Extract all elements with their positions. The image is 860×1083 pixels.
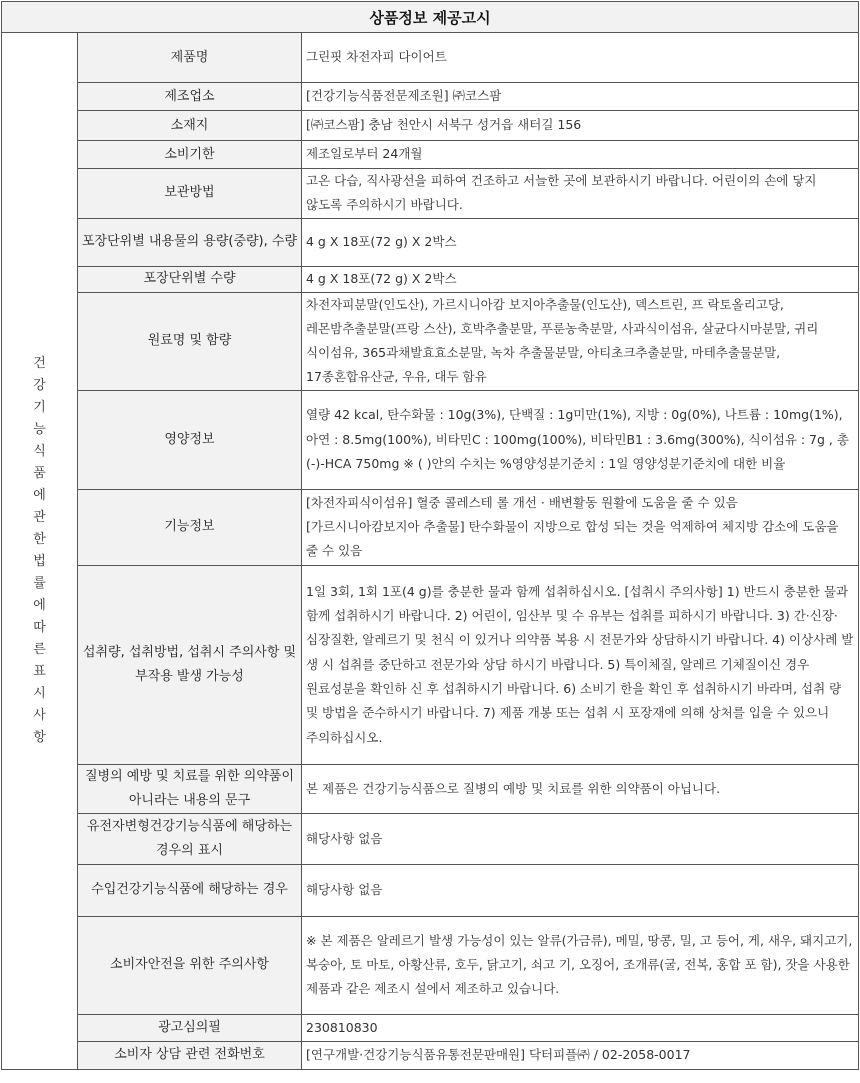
row-value-imported: 해당사항 없음 [302,864,859,916]
side-label-char: 식 [33,443,46,459]
side-label-char: 한 [33,531,46,547]
row-value-function: [차전자피식이섬유] 혈중 콜레스테 롤 개선 · 배변활동 원활에 도움을 줄 수 있음 [가르시니아캄보지아 추출물] 탄수화물이 지방으로 합성 되는 것을 억제하여 체지방 감소에 도움을 줄 수 있음 [302,489,859,565]
row-label-consumer-safety: 소비자안전을 위한 주의사항 [78,916,302,1014]
side-label-char: 항 [33,729,46,745]
row-value-ingredients: 차전자피분말(인도산), 가르시니아캄 보지아추출물(인도산), 덱스트린, 프 락토올리고당, 레몬밤추출분말(프랑 스산), 호박추출분말, 푸룬농축분말, 사과식이섬유, 살균다시마분말, 귀리 식이섬유, 365과채발효효소분말, 녹차 추출물분말, 아티초크추출분말, 마테추출물분말, 17종혼합유산균, 우유, 대두 함유 [302,292,859,390]
row-label-address: 소재지 [78,111,302,141]
side-label-char: 능 [33,421,46,437]
row-label-product-name: 제품명 [78,33,302,83]
row-value-package-quantity: 4 g X 18포(72 g) X 2박스 [302,266,859,292]
side-label-char: 표 [33,663,46,679]
side-label-health-functional-food-act [2,33,78,1070]
row-label-imported: 수입건강기능식품에 해당하는 경우 [78,864,302,916]
row-value-package-volume: 4 g X 18포(72 g) X 2박스 [302,218,859,266]
side-label-char: 에 [33,597,46,613]
product-info-table [1,1,859,1070]
row-label-ad-review: 광고심의필 [78,1014,302,1041]
row-label-intake-precautions: 섭취량, 섭취방법, 섭취시 주의사항 및 부작용 발생 가능성 [78,565,302,764]
side-label-char: 관 [33,509,46,525]
row-label-ingredients: 원료명 및 함량 [78,292,302,390]
row-value-expiry: 제조일로부터 24개월 [302,141,859,169]
table-title: 상품정보 제공고시 [2,2,859,33]
row-label-consumer-phone: 소비자 상담 관련 전화번호 [78,1041,302,1069]
side-label-char: 기 [33,399,46,415]
row-label-package-quantity: 포장단위별 수량 [78,266,302,292]
side-label-char: 건 [33,355,46,371]
side-label-char: 품 [33,465,46,481]
row-value-manufacturer: [건강기능식품전문제조원] ㈜코스팜 [302,83,859,111]
side-label-char: 법 [33,553,46,569]
row-label-not-medicine-notice: 질병의 예방 및 치료를 위한 의약품이 아니라는 내용의 문구 [78,764,302,813]
side-label-char: 에 [33,487,46,503]
row-value-consumer-safety: ※ 본 제품은 알레르기 발생 가능성이 있는 알류(가금류), 메밀, 땅콩, 밀, 고 등어, 게, 새우, 돼지고기, 복숭아, 토 마토, 아황산류, 호두, 닭고기, 쇠고 기, 오징어, 조개류(굴, 전복, 홍합 포 함), 잣을 사용한 제품과 같은 제조시 설에서 제조하고 있습니다. [302,916,859,1014]
row-label-manufacturer: 제조업소 [78,83,302,111]
side-label-char: 률 [33,575,46,591]
row-value-consumer-phone: [연구개발·건강기능식품유통전문판매원] 닥터피플㈜ / 02-2058-0017 [302,1041,859,1069]
row-value-product-name: 그린핏 차전자피 다이어트 [302,33,859,83]
row-label-nutrition: 영양정보 [78,390,302,489]
side-label-char: 강 [33,377,46,393]
side-label-char: 사 [33,707,46,723]
row-label-expiry: 소비기한 [78,141,302,169]
row-value-intake-precautions: 1일 3회, 1회 1포(4 g)를 충분한 물과 함께 섭취하십시오. [섭취시 주의사항] 1) 반드시 충분한 물과 함께 섭취하시기 바랍니다. 2) 어린이, 임산부 및 수 유부는 섭취를 피하시기 바랍니다. 3) 간·신장·심장질환, 알레르기 및 천식 이 있거나 의약품 복용 시 전문가와 상담하시기 바랍니다. 4) 이상사례 발 생 시 섭취를 중단하고 전문가와 상담 하시기 바랍니다. 5) 특이체질, 알레르 기체질이신 경우 원료성분을 확인하 신 후 섭취하시기 바랍니다. 6) 소비기 한을 확인 후 섭취하시기 바라며, 섭취 량 및 방법을 준수하시기 바랍니다. 7) 제품 개봉 또는 섭취 시 포장재에 의해 상처를 입을 수 있으니 주의하십시오. [302,565,859,764]
side-label-char: 시 [33,685,46,701]
side-label-char: 따 [33,619,46,635]
row-label-function: 기능정보 [78,489,302,565]
row-label-storage: 보관방법 [78,169,302,219]
row-value-not-medicine-notice: 본 제품은 건강기능식품으로 질병의 예방 및 치료를 위한 의약품이 아닙니다. [302,764,859,813]
row-value-gmo: 해당사항 없음 [302,813,859,864]
row-value-address: [㈜코스팜] 충남 천안시 서북구 성거읍 새터길 156 [302,111,859,141]
side-label-char: 른 [33,641,46,657]
row-value-ad-review: 230810830 [302,1014,859,1041]
row-value-nutrition: 열량 42 kcal, 탄수화물 : 10g(3%), 단백질 : 1g미만(1%), 지방 : 0g(0%), 나트륨 : 10mg(1%), 아연 : 8.5mg(100%), 비타민C : 100mg(100%), 비타민B1 : 3.6mg(300%), 식이섬유 : 7g , 총(-)-HCA 750mg ※ ( )안의 수치는 %영양성분기준치 : 1일 영양성분기준치에 대한 비율 [302,390,859,489]
row-value-storage: 고온 다습, 직사광선을 피하여 건조하고 서늘한 곳에 보관하시기 바랍니다. 어린이의 손에 닿지 않도록 주의하시기 바랍니다. [302,169,859,219]
row-label-gmo: 유전자변형건강기능식품에 해당하는 경우의 표시 [78,813,302,864]
row-label-package-volume: 포장단위별 내용물의 용량(중량), 수량 [78,218,302,266]
